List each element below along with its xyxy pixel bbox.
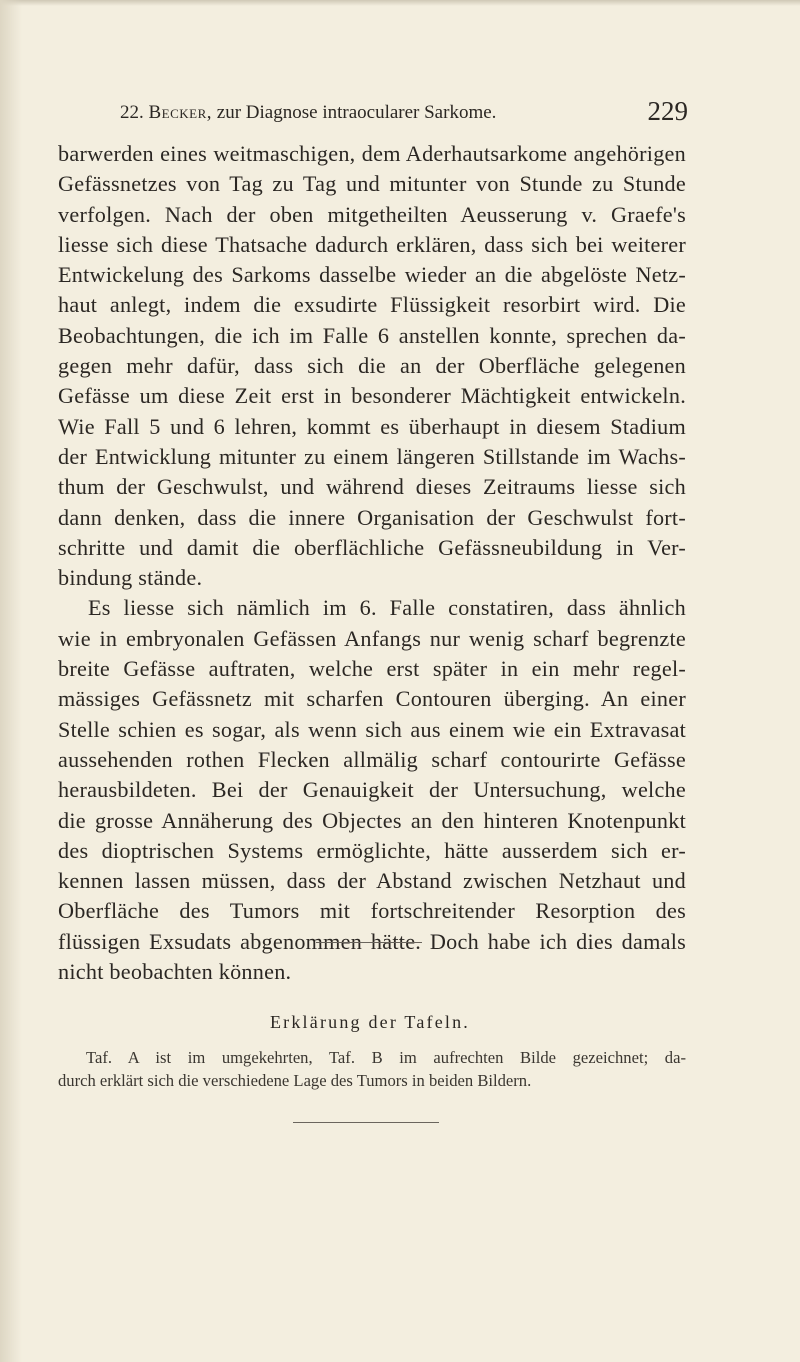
article-title: zur Diagnose intraocularer Sarkome. xyxy=(216,102,497,123)
text-line: liesse sich diese Thatsache dadurch erklären, dass sich bei weiterer xyxy=(58,231,686,257)
text-line: Gefässnetzes von Tag zu Tag und mitunter von Stunde zu Stunde xyxy=(58,171,686,197)
footnote-line: Taf. A ist im umgekehrten, Taf. B im aufrechten Bilde gezeichnet; da- xyxy=(86,1048,686,1067)
text-line: aussehenden rothen Flecken allmälig scharf contourirte Gefässe xyxy=(58,746,686,772)
paragraph-end-line: bindung stände. xyxy=(58,565,203,591)
section-divider xyxy=(316,942,422,943)
footnote-line: durch erklärt sich die verschiedene Lage des Tumors in beiden Bildern. xyxy=(58,1071,532,1090)
author-name: Becker, xyxy=(148,102,213,123)
text-line: des dioptrischen Systems ermöglichte, hätte ausserdem sich er- xyxy=(58,837,686,863)
page-edge-shadow-top xyxy=(0,0,800,6)
plate-explanation xyxy=(58,1046,686,1092)
text-line: dann denken, dass die innere Organisation der Geschwulst fort- xyxy=(58,504,686,530)
closing-divider xyxy=(293,1122,439,1123)
text-line: barwerden eines weitmaschigen, dem Aderhautsarkome angehörigen xyxy=(58,141,686,166)
text-line: Wie Fall 5 und 6 lehren, kommt es überhaupt in diesem Stadium xyxy=(58,413,686,439)
text-line: die grosse Annäherung des Objectes an den hinteren Knotenpunkt xyxy=(58,807,686,833)
section-title: Erklärung der Tafeln. xyxy=(269,1012,471,1032)
text-line: Gefässe um diese Zeit erst in besonderer Mächtigkeit entwickeln. xyxy=(58,383,686,409)
text-line: herausbildeten. Bei der Genauigkeit der Untersuchung, welche xyxy=(58,777,686,803)
text-line: breite Gefässe auftraten, welche erst später in ein mehr regel- xyxy=(58,656,686,682)
text-line: Beobachtungen, die ich im Falle 6 anstellen konnte, sprechen da- xyxy=(58,322,686,348)
chapter-number: 22. xyxy=(120,102,144,123)
running-title xyxy=(120,102,496,124)
text-line: thum der Geschwulst, und während dieses Zeitraums liesse sich xyxy=(58,474,686,500)
text-line: haut anlegt, indem die exsudirte Flüssigkeit resorbirt wird. Die xyxy=(58,292,686,318)
paragraph-end-line: nicht beobachten können. xyxy=(58,959,292,985)
text-line: verfolgen. Nach der oben mitgetheilten Aeusserung v. Graefe's xyxy=(58,201,686,227)
text-line: Stelle schien es sogar, als wenn sich aus einem wie ein Extravasat xyxy=(58,716,686,742)
text-line: Entwickelung des Sarkoms dasselbe wieder an die abgelöste Netz- xyxy=(58,262,686,288)
page-edge-shadow-left xyxy=(0,0,22,1362)
running-header xyxy=(120,98,688,128)
text-line: gegen mehr dafür, dass sich die an der Oberfläche gelegenen xyxy=(58,353,686,379)
page-number: 229 xyxy=(647,96,688,126)
text-line: mässiges Gefässnetz mit scharfen Contouren überging. An einer xyxy=(58,686,686,712)
paragraph-start-line: Es liesse sich nämlich im 6. Falle constatiren, dass ähnlich xyxy=(88,595,686,621)
text-line: Oberfläche des Tumors mit fortschreitender Resorption des xyxy=(58,898,686,924)
body-text xyxy=(58,139,686,987)
text-line: schritte und damit die oberflächliche Gefässneubildung in Ver- xyxy=(58,534,686,560)
text-line: der Entwicklung mitunter zu einem längeren Stillstande im Wachs- xyxy=(58,443,686,469)
text-line: wie in embryonalen Gefässen Anfangs nur wenig scharf begrenzte xyxy=(58,625,686,651)
text-line: flüssigen Exsudats abgenommen hätte. Doch habe ich dies damals xyxy=(58,928,686,954)
text-line: kennen lassen müssen, dass der Abstand zwischen Netzhaut und xyxy=(58,868,686,894)
